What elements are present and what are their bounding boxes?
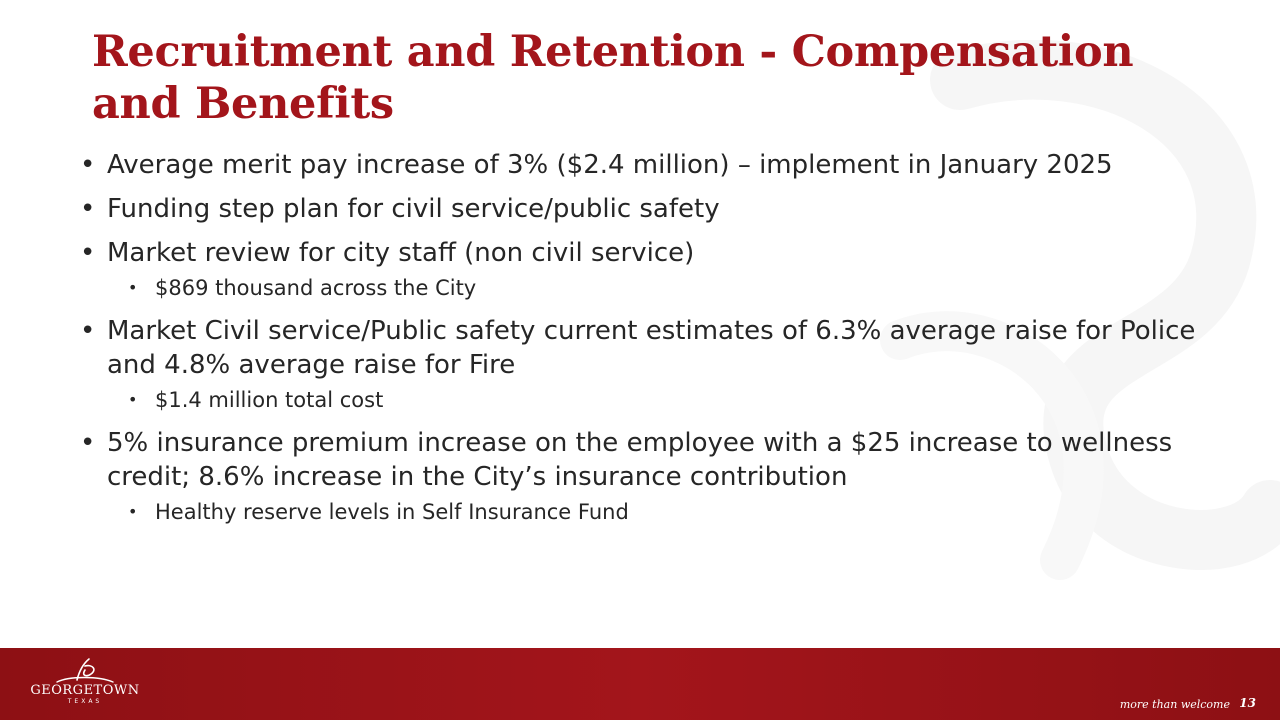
footer-tagline: more than welcome [1119, 698, 1230, 711]
logo-subtitle: TEXAS [67, 698, 103, 705]
sub-bullet-item [128, 496, 1200, 528]
page-number: 13 [1239, 696, 1256, 710]
sub-bullet-text: $1.4 million total cost [155, 388, 384, 412]
sub-bullet-text: Healthy reserve levels in Self Insurance Fund [155, 500, 629, 524]
logo-mark-icon [55, 656, 115, 686]
sub-bullet-item [128, 272, 1200, 304]
slide-title: Recruitment and Retention - Compensation and Benefits [92, 27, 1134, 129]
bullet-item [80, 192, 1200, 226]
bullet-marker: • [80, 150, 96, 180]
bullet-list [80, 148, 1200, 538]
bullet-marker: • [80, 194, 96, 224]
sub-bullet-list [107, 272, 1200, 304]
bullet-text: Funding step plan for civil service/public safety [107, 194, 720, 224]
sub-bullet-marker: • [128, 278, 138, 297]
bullet-marker: • [80, 238, 96, 268]
sub-bullet-marker: • [128, 390, 138, 409]
logo-name: GEORGETOWN [30, 683, 140, 698]
bullet-item [80, 236, 1200, 304]
bullet-marker: • [80, 316, 96, 346]
bullet-item [80, 148, 1200, 182]
bullet-marker: • [80, 428, 96, 458]
sub-bullet-list [107, 384, 1200, 416]
sub-bullet-text: $869 thousand across the City [155, 276, 477, 300]
bullet-item [80, 426, 1200, 528]
bullet-text: 5% insurance premium increase on the employee with a $25 increase to wellness credit; 8.6% increase in the City’s insurance contribution [107, 428, 1173, 492]
bullet-text: Market Civil service/Public safety current estimates of 6.3% average raise for Police and 4.8% average raise for Fire [107, 316, 1196, 380]
sub-bullet-marker: • [128, 502, 138, 521]
footer-bar [0, 648, 1280, 720]
sub-bullet-item [128, 384, 1200, 416]
georgetown-logo [30, 656, 140, 714]
sub-bullet-list [107, 496, 1200, 528]
bullet-text: Average merit pay increase of 3% ($2.4 million) – implement in January 2025 [107, 150, 1113, 180]
bullet-item [80, 314, 1200, 416]
bullet-text: Market review for city staff (non civil service) [107, 238, 695, 268]
